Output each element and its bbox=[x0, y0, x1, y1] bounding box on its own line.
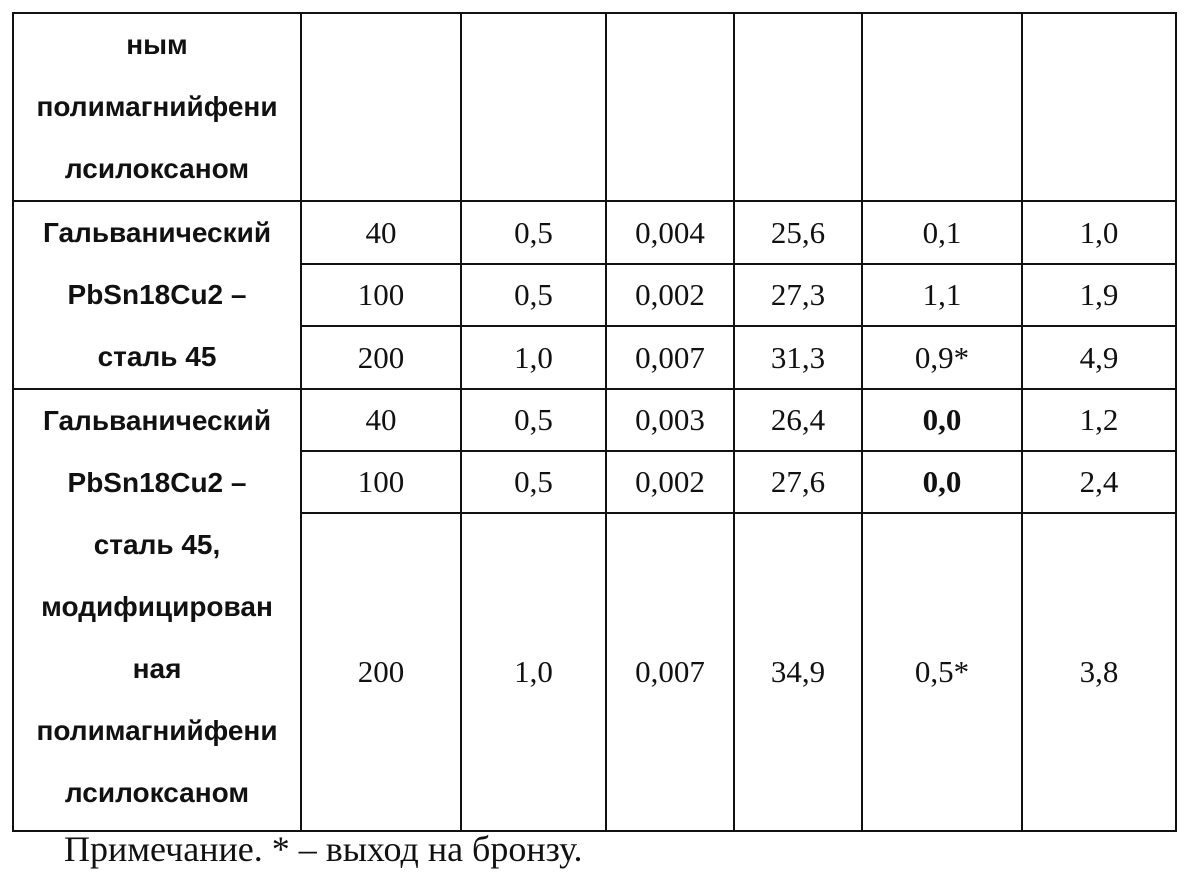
table-row bbox=[13, 389, 1176, 451]
load-cell: 40 bbox=[301, 201, 461, 264]
value-cell: 1,0 bbox=[1022, 201, 1176, 264]
load-cell: 40 bbox=[301, 389, 461, 451]
value-cell: 0,5 bbox=[461, 264, 606, 327]
material-name-line: Гальванический bbox=[42, 217, 272, 248]
table-row bbox=[13, 13, 1176, 201]
value-cell: 0,007 bbox=[606, 326, 734, 389]
load-cell: 100 bbox=[301, 264, 461, 327]
table-row bbox=[13, 201, 1176, 264]
material-name-line: Гальванический bbox=[42, 405, 272, 436]
friction-test-table bbox=[12, 12, 1177, 832]
value-cell: 3,8 bbox=[1022, 513, 1176, 831]
value-cell: 25,6 bbox=[734, 201, 862, 264]
empty-cell bbox=[461, 13, 606, 201]
value-cell: 0,002 bbox=[606, 264, 734, 327]
value-cell: 1,0 bbox=[461, 326, 606, 389]
value-cell: 1,1 bbox=[862, 264, 1022, 327]
value-cell: 0,002 bbox=[606, 451, 734, 513]
value-cell: 2,4 bbox=[1022, 451, 1176, 513]
data-table-container bbox=[12, 12, 1175, 822]
load-cell: 200 bbox=[301, 513, 461, 831]
material-name-line: PbSn18Cu2 – bbox=[67, 467, 247, 498]
value-cell: 0,003 bbox=[606, 389, 734, 451]
value-cell: 31,3 bbox=[734, 326, 862, 389]
value-cell: 1,0 bbox=[461, 513, 606, 831]
load-cell: 100 bbox=[301, 451, 461, 513]
material-name-line: лсилоксаном bbox=[64, 153, 250, 184]
value-cell: 27,6 bbox=[734, 451, 862, 513]
material-name-line: ным bbox=[126, 29, 188, 60]
material-name-cell bbox=[13, 13, 301, 201]
material-name-line: лсилоксаном bbox=[64, 777, 250, 808]
table-footnote: Примечание. * – выход на бронзу. bbox=[64, 829, 583, 869]
value-cell: 26,4 bbox=[734, 389, 862, 451]
value-cell: 0,9* bbox=[862, 326, 1022, 389]
material-name-line: сталь 45 bbox=[97, 341, 217, 372]
material-name-line: ная bbox=[132, 653, 182, 684]
empty-cell bbox=[734, 13, 862, 201]
value-cell: 0,0 bbox=[862, 389, 1022, 451]
empty-cell bbox=[862, 13, 1022, 201]
load-cell: 200 bbox=[301, 326, 461, 389]
material-name-line: полимагнийфени bbox=[36, 715, 278, 746]
value-cell: 34,9 bbox=[734, 513, 862, 831]
value-cell: 4,9 bbox=[1022, 326, 1176, 389]
value-cell: 0,5 bbox=[461, 201, 606, 264]
value-cell: 27,3 bbox=[734, 264, 862, 327]
empty-cell bbox=[1022, 13, 1176, 201]
value-cell: 0,5 bbox=[461, 451, 606, 513]
value-cell: 0,004 bbox=[606, 201, 734, 264]
value-cell: 0,007 bbox=[606, 513, 734, 831]
material-name-line: модифицирован bbox=[41, 591, 273, 622]
value-cell: 0,1 bbox=[862, 201, 1022, 264]
value-cell: 1,9 bbox=[1022, 264, 1176, 327]
value-cell: 0,5 bbox=[461, 389, 606, 451]
empty-cell bbox=[606, 13, 734, 201]
value-cell: 0,0 bbox=[862, 451, 1022, 513]
material-name-cell bbox=[13, 389, 301, 831]
material-name-line: сталь 45, bbox=[93, 529, 221, 560]
empty-cell bbox=[301, 13, 461, 201]
material-name-cell bbox=[13, 201, 301, 389]
material-name-line: PbSn18Cu2 – bbox=[67, 279, 247, 310]
value-cell: 1,2 bbox=[1022, 389, 1176, 451]
value-cell: 0,5* bbox=[862, 513, 1022, 831]
material-name-line: полимагнийфени bbox=[36, 91, 278, 122]
